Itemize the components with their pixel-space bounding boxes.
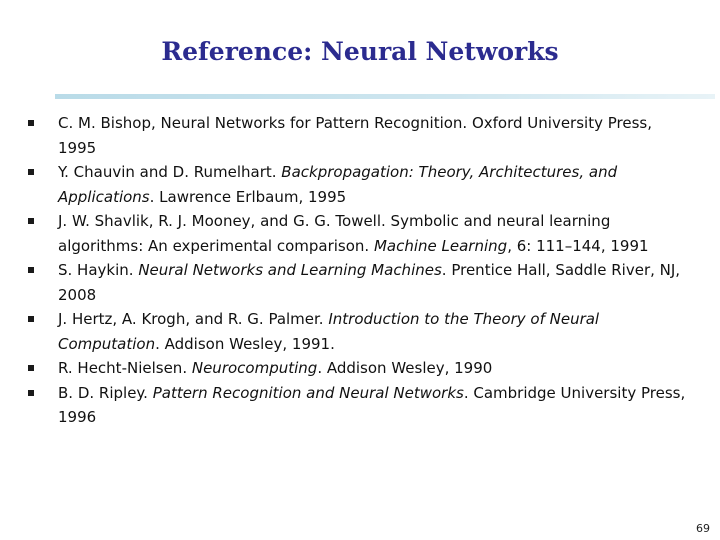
reference-text: J. Hertz, A. Krogh, and R. G. Palmer. [58, 310, 329, 328]
square-bullet-icon [28, 218, 34, 224]
reference-text: . Prentice Hall, Saddle River, NJ, 2008 [58, 261, 681, 304]
square-bullet-icon [28, 120, 34, 126]
reference-italic-title: Pattern Recognition and Neural Networks [152, 383, 464, 402]
reference-text: B. D. Ripley. [58, 383, 153, 402]
title-divider [55, 94, 715, 99]
reference-list [28, 111, 688, 430]
reference-italic-title: Neurocomputing [191, 359, 318, 377]
square-bullet-icon [28, 267, 34, 273]
reference-italic-title: Backpropagation: Theory, Architectures, and Applications [58, 163, 618, 206]
reference-item [28, 160, 688, 209]
reference-item [28, 111, 688, 160]
reference-text: R. Hecht-Nielsen. [58, 359, 192, 377]
reference-text: . Addison Wesley, 1990 [317, 359, 493, 377]
reference-italic-title: Machine Learning [373, 236, 508, 255]
reference-item [28, 307, 688, 356]
reference-text: C. M. Bishop, Neural Networks for Pattern Recognition. Oxford University Press, 1995 [58, 114, 652, 157]
reference-text: . Cambridge University Press, 1996 [58, 383, 686, 426]
square-bullet-icon [28, 365, 34, 371]
reference-text: . Addison Wesley, 1991. [155, 334, 335, 353]
reference-item [28, 258, 688, 307]
reference-text: , 6: 111–144, 1991 [507, 236, 649, 255]
reference-italic-title: Neural Networks and Learning Machines [138, 261, 442, 279]
square-bullet-icon [28, 390, 34, 396]
reference-item [28, 356, 688, 381]
reference-item [28, 209, 688, 258]
reference-italic-title: Introduction to the Theory of Neural Computation [58, 310, 600, 353]
reference-text: Y. Chauvin and D. Rumelhart. [58, 163, 282, 181]
slide-title: Reference: Neural Networks [161, 37, 559, 66]
reference-text: S. Haykin. [58, 261, 139, 279]
square-bullet-icon [28, 316, 34, 322]
slide-number: 69 [696, 522, 710, 535]
square-bullet-icon [28, 169, 34, 175]
reference-text: . Lawrence Erlbaum, 1995 [149, 187, 347, 206]
reference-text: J. W. Shavlik, R. J. Mooney, and G. G. Towell. Symbolic and neural learning algorithms: An experimental comparison. [58, 212, 611, 255]
reference-item [28, 381, 688, 430]
